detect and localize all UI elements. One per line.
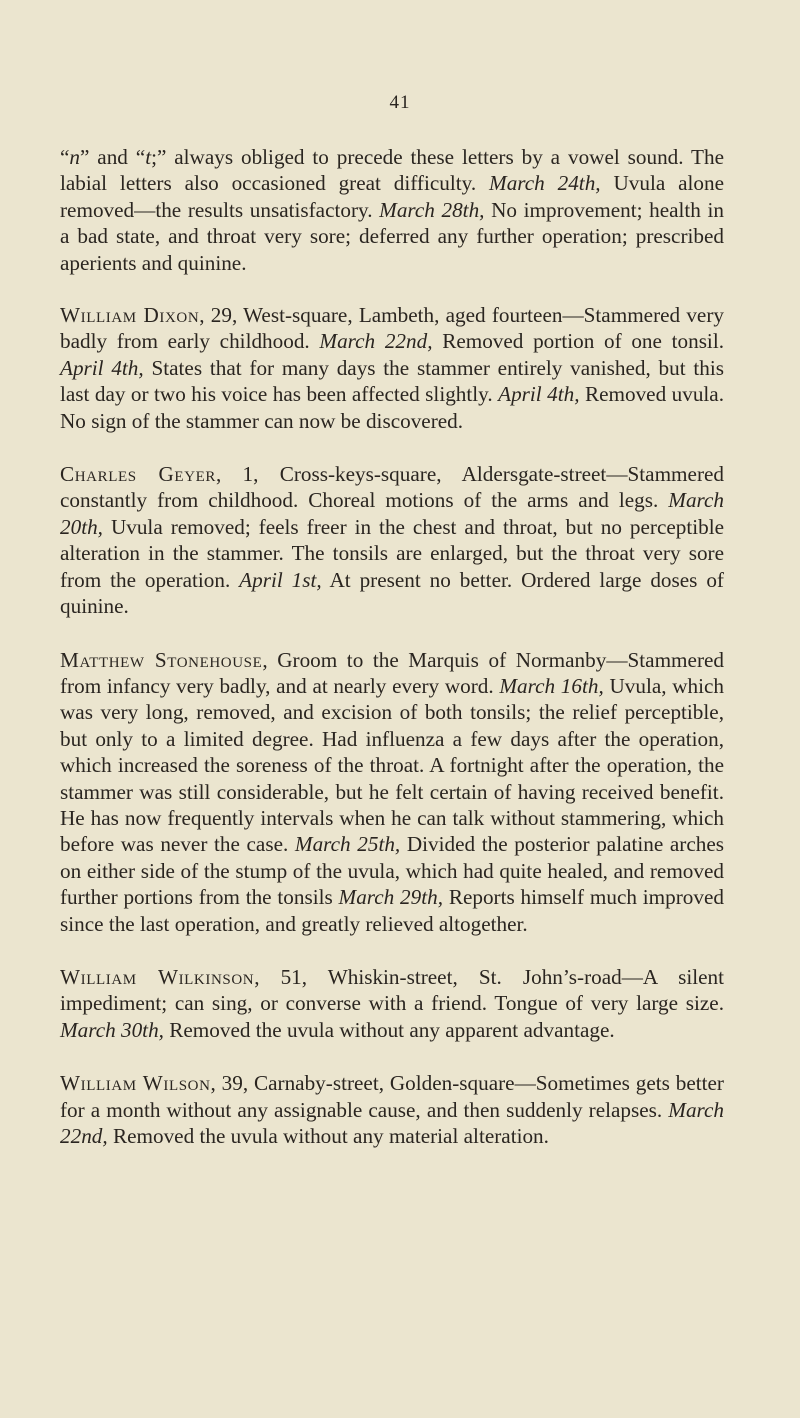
segment: , 1, Cross-keys-square, Aldersgate-street—Stammered constantly from childhood. Choreal motions of the arms and legs. (60, 462, 724, 513)
segment: Uvula alone removed—the results unsatisfactory. (60, 171, 724, 222)
date-segment: March 20th, (60, 488, 724, 539)
date-segment: March 24th, (489, 171, 601, 196)
segment: Removed uvula. No sign of the stammer can now be discovered. (60, 382, 725, 433)
segment: , Groom to the Marquis of Normanby—Stammered from infancy very badly, and at nearly every word. (60, 647, 724, 698)
date-segment: March 22nd, (60, 1097, 724, 1148)
date-segment: April 4th, (60, 355, 144, 380)
segment: ;” always obliged to precede these letters by a vowel sound. The labial letters also occasioned great difficulty. (60, 145, 724, 196)
paragraph-continuation (60, 144, 724, 276)
segment-italic: n (69, 145, 80, 169)
page-body (60, 144, 724, 1176)
segment: At present no better. Ordered large doses of quinine. (60, 567, 724, 619)
segment: , 51, Whiskin-street, St. John’s-road—A silent impediment; can sing, or converse with a friend. Tongue of very large size. (60, 964, 725, 1016)
segment: , 29, West-square, Lambeth, aged fourteen—Stammered very badly from early childhood. (60, 303, 724, 354)
patient-name: Charles Geyer (60, 462, 216, 487)
segment-italic: t (145, 145, 152, 169)
date-segment: March 29th, (338, 885, 444, 910)
segment: ” and “ (80, 145, 146, 169)
case-paragraph (60, 1070, 724, 1149)
date-segment: March 22nd, (319, 329, 433, 354)
segment: , 39, Carnaby-street, Golden-square—Sometimes gets better for a month without any assignable cause, and then suddenly relapses. (60, 1071, 724, 1122)
segment: Removed the uvula without any apparent advantage. (163, 1017, 615, 1042)
segment: Uvula removed; feels freer in the chest and throat, but no perceptible alteration in the stammer. The tonsils are enlarged, but the throat very sore from the operation. (60, 514, 724, 592)
segment: Uvula, which was very long, removed, and excision of both tonsils; the relief perceptible, but only to a limited degree. Had influenza a few days after the operation, which increased the soreness of the throat. A fortnight after the operation, the stammer was still considerable, but he felt certain of having received benefit. He has now frequently intervals when he can talk without stammering, which before was never the case. (60, 673, 725, 857)
date-segment: April 4th, (498, 382, 580, 407)
patient-name: William Dixon (60, 303, 200, 328)
case-paragraph (60, 964, 724, 1043)
date-segment: March 28th, (379, 197, 485, 222)
date-segment: April 1st, (239, 567, 322, 592)
date-segment: March 30th, (60, 1017, 164, 1042)
case-paragraph (60, 302, 724, 434)
case-paragraph (60, 647, 724, 937)
date-segment: March 16th, (499, 673, 604, 698)
segment: Divided the posterior palatine arches on either side of the stump of the uvula, which had quite healed, and removed further portions from the tonsils (60, 832, 725, 910)
segment: Reports himself much improved since the last operation, and greatly relieved altogether. (60, 885, 724, 936)
segment: No improvement; health in a bad state, and throat very sore; deferred any further operation; prescribed aperients and quinine. (60, 197, 724, 275)
patient-name: Matthew Stonehouse (60, 647, 263, 672)
segment: Removed the uvula without any material alteration. (107, 1124, 549, 1148)
segment: Removed portion of one tonsil. (432, 329, 725, 354)
page-number: 41 (389, 92, 411, 113)
case-paragraph (60, 461, 724, 619)
patient-name: William Wilson (60, 1071, 211, 1096)
patient-name: William Wilkinson (60, 964, 255, 989)
segment: States that for many days the stammer entirely vanished, but this last day or two his voice has been affected slightly. (60, 355, 724, 407)
segment: “ (60, 145, 70, 169)
date-segment: March 25th, (294, 832, 401, 857)
